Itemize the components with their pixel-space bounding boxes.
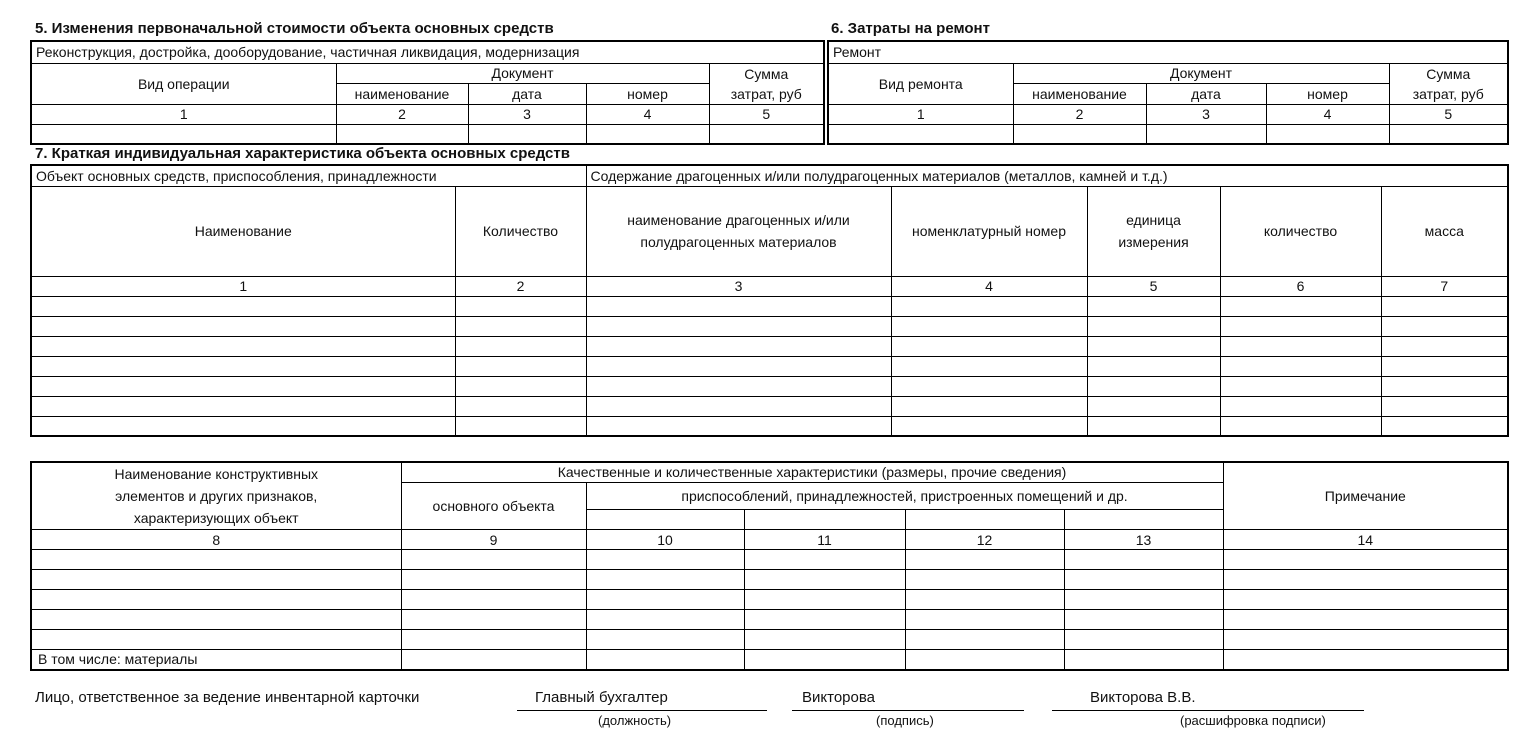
empty-cell[interactable]	[1381, 316, 1508, 336]
empty-cell[interactable]	[891, 296, 1087, 316]
empty-cell[interactable]	[31, 356, 455, 376]
empty-cell[interactable]	[401, 570, 586, 590]
table-row	[31, 336, 1508, 356]
col-characteristics: Качественные и количественные характеристики (размеры, прочие сведения)	[401, 462, 1223, 482]
empty-cell[interactable]	[1220, 316, 1381, 336]
empty-cell[interactable]	[31, 296, 455, 316]
empty-cell[interactable]	[891, 416, 1087, 436]
empty-cell[interactable]	[1146, 124, 1266, 144]
materials-row	[31, 650, 1508, 670]
empty-cell[interactable]	[1223, 650, 1508, 670]
empty-cell[interactable]	[1013, 124, 1146, 144]
empty-cell[interactable]	[1064, 570, 1223, 590]
table-row	[31, 124, 824, 144]
signature-value: Викторова	[802, 689, 875, 706]
table-row	[31, 416, 1508, 436]
empty-cell[interactable]	[455, 316, 586, 336]
col-mass: масса	[1381, 186, 1508, 276]
empty-cell[interactable]	[468, 124, 586, 144]
empty-cell	[586, 510, 744, 530]
empty-cell[interactable]	[1220, 356, 1381, 376]
table-row	[31, 396, 1508, 416]
name-caption: (расшифровка подписи)	[1180, 713, 1326, 728]
empty-cell[interactable]	[1381, 296, 1508, 316]
empty-cell[interactable]	[709, 124, 824, 144]
empty-cell[interactable]	[1220, 396, 1381, 416]
materials-label: В том числе: материалы	[31, 650, 401, 670]
empty-cell[interactable]	[455, 376, 586, 396]
empty-cell[interactable]	[336, 124, 468, 144]
empty-cell[interactable]	[891, 336, 1087, 356]
empty-cell[interactable]	[905, 550, 1064, 570]
table-row	[31, 630, 1508, 650]
empty-cell[interactable]	[1064, 630, 1223, 650]
empty-cell[interactable]	[744, 650, 905, 670]
empty-cell[interactable]	[1087, 336, 1220, 356]
empty-cell[interactable]	[586, 396, 891, 416]
col-sum	[709, 63, 824, 104]
col-main-object: основного объекта	[401, 482, 586, 530]
col-sum-line2: затрат, руб	[730, 85, 802, 102]
col-num: 5	[709, 104, 824, 124]
empty-cell[interactable]	[455, 296, 586, 316]
col-num: 3	[1146, 104, 1266, 124]
responsible-label: Лицо, ответственное за ведение инвентарной карточки	[35, 689, 420, 706]
empty-cell[interactable]	[1064, 550, 1223, 570]
section5-title: 5. Изменения первоначальной стоимости объекта основных средств	[35, 20, 554, 37]
empty-cell[interactable]	[401, 650, 586, 670]
col-num: 4	[1266, 104, 1389, 124]
col-num: 12	[905, 530, 1064, 550]
col-num: 4	[586, 104, 709, 124]
col-num: 3	[586, 276, 891, 296]
col-num: 11	[744, 530, 905, 550]
empty-cell[interactable]	[586, 590, 744, 610]
empty-cell[interactable]	[828, 124, 1013, 144]
empty-cell[interactable]	[455, 356, 586, 376]
empty-cell[interactable]	[31, 124, 336, 144]
empty-cell[interactable]	[1223, 570, 1508, 590]
empty-cell[interactable]	[586, 296, 891, 316]
col-precious-name: наименование драгоценных и/или полудрагоценных материалов	[586, 186, 891, 276]
col-num: 13	[1064, 530, 1223, 550]
table-row	[31, 610, 1508, 630]
empty-cell[interactable]	[586, 650, 744, 670]
table-row	[31, 316, 1508, 336]
name-line[interactable]	[1052, 710, 1364, 711]
empty-cell[interactable]	[1087, 376, 1220, 396]
empty-cell[interactable]	[586, 416, 891, 436]
col-nomen-number: номенклатурный номер	[891, 186, 1087, 276]
empty-cell[interactable]	[455, 416, 586, 436]
empty-cell[interactable]	[1223, 610, 1508, 630]
col-operation-type: Вид операции	[31, 63, 336, 104]
col-doc-date: дата	[1146, 84, 1266, 105]
col-num: 2	[455, 276, 586, 296]
col-num: 2	[336, 104, 468, 124]
empty-cell[interactable]	[401, 630, 586, 650]
empty-cell[interactable]	[401, 590, 586, 610]
empty-cell[interactable]	[1223, 590, 1508, 610]
section6-title: 6. Затраты на ремонт	[831, 20, 990, 37]
position-line[interactable]	[517, 710, 767, 711]
table-row	[31, 570, 1508, 590]
col-qty: Количество	[455, 186, 586, 276]
empty-cell[interactable]	[586, 376, 891, 396]
empty-cell[interactable]	[744, 590, 905, 610]
name-value: Викторова В.В.	[1090, 689, 1196, 706]
empty-cell[interactable]	[744, 610, 905, 630]
table-row	[31, 376, 1508, 396]
col-num: 4	[891, 276, 1087, 296]
empty-cell[interactable]	[31, 316, 455, 336]
empty-cell[interactable]	[744, 570, 905, 590]
col-repair-type: Вид ремонта	[828, 63, 1013, 104]
position-caption: (должность)	[598, 713, 672, 728]
empty-cell[interactable]	[1064, 590, 1223, 610]
empty-cell[interactable]	[1087, 356, 1220, 376]
empty-cell[interactable]	[586, 316, 891, 336]
col-document: Документ	[336, 63, 709, 84]
empty-cell[interactable]	[401, 550, 586, 570]
section6-subtitle: Ремонт	[828, 41, 1508, 63]
position-value: Главный бухгалтер	[535, 689, 668, 706]
empty-cell[interactable]	[905, 650, 1064, 670]
col-num: 9	[401, 530, 586, 550]
col-num: 10	[586, 530, 744, 550]
empty-cell[interactable]	[905, 630, 1064, 650]
col-doc-number: номер	[1266, 84, 1389, 105]
col-num: 8	[31, 530, 401, 550]
empty-cell[interactable]	[31, 550, 401, 570]
empty-cell[interactable]	[1220, 376, 1381, 396]
col-num: 1	[31, 104, 336, 124]
empty-cell[interactable]	[905, 570, 1064, 590]
empty-cell[interactable]	[1087, 316, 1220, 336]
table-row	[31, 590, 1508, 610]
empty-cell[interactable]	[1220, 416, 1381, 436]
section6-table	[827, 40, 1509, 145]
table-row	[31, 550, 1508, 570]
col-sum-line2: затрат, руб	[1412, 85, 1484, 102]
empty-cell[interactable]	[586, 550, 744, 570]
col-doc-name: наименование	[1013, 84, 1146, 105]
empty-cell[interactable]	[586, 124, 709, 144]
empty-cell[interactable]	[31, 376, 455, 396]
empty-cell[interactable]	[1381, 336, 1508, 356]
empty-cell[interactable]	[586, 630, 744, 650]
col-num: 1	[31, 276, 455, 296]
col-note: Примечание	[1223, 462, 1508, 530]
table-row	[31, 356, 1508, 376]
signature-caption: (подпись)	[876, 713, 934, 728]
characteristics-table	[30, 461, 1509, 671]
empty-cell[interactable]	[455, 396, 586, 416]
empty-cell[interactable]	[1266, 124, 1389, 144]
empty-cell[interactable]	[31, 630, 401, 650]
empty-cell[interactable]	[891, 316, 1087, 336]
section5-subtitle: Реконструкция, достройка, дооборудование, частичная ликвидация, модернизация	[31, 41, 824, 63]
empty-cell[interactable]	[1087, 296, 1220, 316]
empty-cell[interactable]	[586, 610, 744, 630]
section7-title: 7. Краткая индивидуальная характеристика объекта основных средств	[35, 145, 570, 162]
empty-cell[interactable]	[31, 610, 401, 630]
empty-cell[interactable]	[1064, 610, 1223, 630]
col-num: 3	[468, 104, 586, 124]
empty-cell[interactable]	[586, 336, 891, 356]
section7-table	[30, 164, 1509, 437]
signature-line[interactable]	[792, 710, 1024, 711]
empty-cell[interactable]	[31, 396, 455, 416]
col-doc-number: номер	[586, 84, 709, 105]
empty-cell[interactable]	[1223, 550, 1508, 570]
empty-cell[interactable]	[744, 630, 905, 650]
empty-cell[interactable]	[1087, 396, 1220, 416]
group-object: Объект основных средств, приспособления, принадлежности	[31, 165, 586, 186]
empty-cell[interactable]	[586, 356, 891, 376]
empty-cell[interactable]	[586, 570, 744, 590]
col-document: Документ	[1013, 63, 1389, 84]
empty-cell[interactable]	[744, 550, 905, 570]
col-num: 5	[1087, 276, 1220, 296]
empty-cell[interactable]	[31, 336, 455, 356]
empty-cell[interactable]	[1389, 124, 1508, 144]
section5-table	[30, 40, 825, 145]
col-attachments: приспособлений, принадлежностей, пристроенных помещений и др.	[586, 482, 1223, 510]
col-sum-line1: Сумма	[744, 65, 789, 82]
empty-cell	[905, 510, 1064, 530]
empty-cell	[744, 510, 905, 530]
empty-cell[interactable]	[1087, 416, 1220, 436]
col-doc-name: наименование	[336, 84, 468, 105]
col-elements: Наименование конструктивных элементов и других признаков, характеризующих объект	[31, 462, 401, 530]
empty-cell[interactable]	[891, 396, 1087, 416]
empty-cell	[1064, 510, 1223, 530]
empty-cell[interactable]	[1381, 356, 1508, 376]
group-precious: Содержание драгоценных и/или полудрагоценных материалов (металлов, камней и т.д.)	[586, 165, 1508, 186]
empty-cell[interactable]	[1381, 376, 1508, 396]
empty-cell[interactable]	[1381, 416, 1508, 436]
col-unit: единица измерения	[1087, 186, 1220, 276]
col-num: 2	[1013, 104, 1146, 124]
empty-cell[interactable]	[1381, 396, 1508, 416]
col-num: 1	[828, 104, 1013, 124]
empty-cell[interactable]	[905, 590, 1064, 610]
empty-cell[interactable]	[1220, 336, 1381, 356]
empty-cell[interactable]	[1064, 650, 1223, 670]
empty-cell[interactable]	[31, 590, 401, 610]
empty-cell[interactable]	[905, 610, 1064, 630]
empty-cell[interactable]	[31, 416, 455, 436]
col-num: 6	[1220, 276, 1381, 296]
empty-cell[interactable]	[401, 610, 586, 630]
col-num: 5	[1389, 104, 1508, 124]
col-sum	[1389, 63, 1508, 104]
empty-cell[interactable]	[891, 356, 1087, 376]
col-num: 14	[1223, 530, 1508, 550]
col-name: Наименование	[31, 186, 455, 276]
empty-cell[interactable]	[455, 336, 586, 356]
table-row	[828, 124, 1508, 144]
col-num: 7	[1381, 276, 1508, 296]
table-row	[31, 296, 1508, 316]
empty-cell[interactable]	[1223, 630, 1508, 650]
col-sum-line1: Сумма	[1426, 65, 1471, 82]
col-count: количество	[1220, 186, 1381, 276]
empty-cell[interactable]	[31, 570, 401, 590]
empty-cell[interactable]	[1220, 296, 1381, 316]
empty-cell[interactable]	[891, 376, 1087, 396]
col-doc-date: дата	[468, 84, 586, 105]
